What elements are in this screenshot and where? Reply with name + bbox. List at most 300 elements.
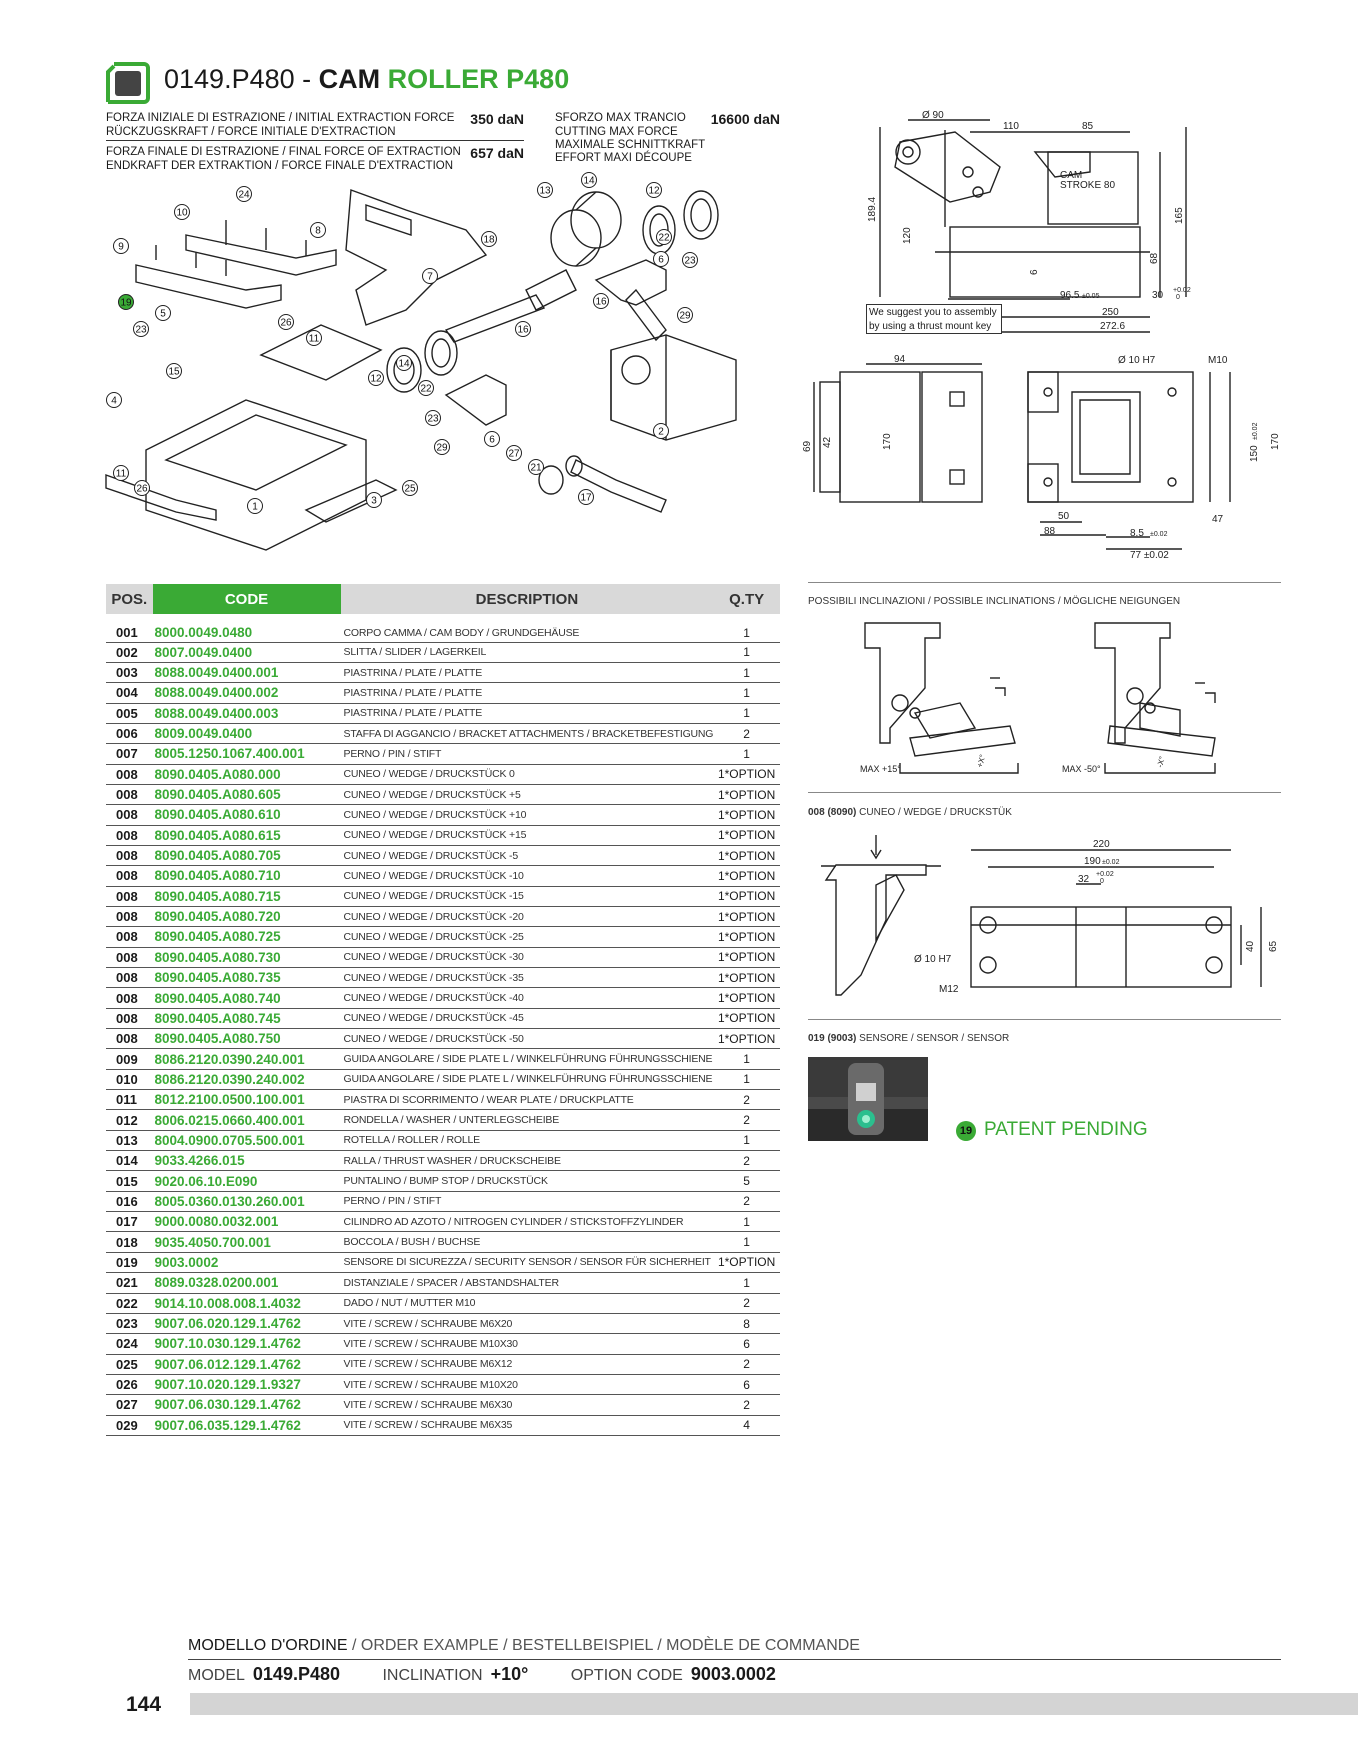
description-cell: CILINDRO AD AZOTO / NITROGEN CYLINDER / STICKSTOFFZYLINDER xyxy=(341,1212,714,1232)
dim-69: 69 xyxy=(802,440,813,452)
callout-label xyxy=(119,295,134,310)
callout-label xyxy=(367,493,382,508)
dim-diameter-10: Ø 10 H7 xyxy=(1118,355,1156,366)
qty-cell: 8 xyxy=(713,1313,780,1333)
code-cell: 8090.0405.A080.000 xyxy=(153,764,341,784)
description-cell: CUNEO / WEDGE / DRUCKSTÜCK -10 xyxy=(341,866,714,886)
pos-cell: 001 xyxy=(106,614,153,642)
table-row xyxy=(106,1232,780,1252)
pos-cell: 019 xyxy=(106,1252,153,1272)
qty-header: Q.TY xyxy=(713,584,780,614)
patent-badge: 19 xyxy=(956,1121,976,1141)
pos-cell: 011 xyxy=(106,1090,153,1110)
description-cell: RALLA / THRUST WASHER / DRUCKSCHEIBE xyxy=(341,1151,714,1171)
callout-label xyxy=(435,440,450,455)
dim-30-tol-low: 0 xyxy=(1176,294,1180,301)
pos-cell: 021 xyxy=(106,1273,153,1293)
description-cell: VITE / SCREW / SCHRAUBE M6X12 xyxy=(341,1354,714,1374)
pos-cell: 023 xyxy=(106,1313,153,1333)
callout-label xyxy=(529,460,544,475)
svg-text:15: 15 xyxy=(168,366,180,378)
callout-label xyxy=(485,432,500,447)
table-row xyxy=(106,805,780,825)
dim-170-right: 170 xyxy=(1270,433,1281,450)
code-cell: 8012.2100.0500.100.001 xyxy=(153,1090,341,1110)
dim-8-5: 8.5 xyxy=(1130,528,1144,539)
cutting-force-de: MAXIMALE SCHNITTKRAFT xyxy=(555,139,706,151)
description-cell: CUNEO / WEDGE / DRUCKSTÜCK +10 xyxy=(341,805,714,825)
callout-label xyxy=(311,223,326,238)
description-cell: PIASTRINA / PLATE / PLATTE xyxy=(341,703,714,723)
svg-text:3: 3 xyxy=(371,495,377,507)
wedge-dim-32-tol-up: +0.02 xyxy=(1096,871,1114,878)
pos-cell: 027 xyxy=(106,1395,153,1415)
pos-cell: 010 xyxy=(106,1069,153,1089)
qty-cell: 1 xyxy=(713,1069,780,1089)
pos-cell: 015 xyxy=(106,1171,153,1191)
qty-cell: 1*OPTION xyxy=(713,825,780,845)
brand-logo-icon xyxy=(104,62,150,104)
qty-cell: 1*OPTION xyxy=(713,1252,780,1272)
callout-label xyxy=(683,253,698,268)
sensor-title xyxy=(808,1033,1009,1044)
table-row xyxy=(106,1273,780,1293)
code-cell: 8088.0049.0400.003 xyxy=(153,703,341,723)
table-row xyxy=(106,968,780,988)
code-cell: 8090.0405.A080.745 xyxy=(153,1008,341,1028)
dim-42: 42 xyxy=(822,436,833,448)
qty-cell: 1*OPTION xyxy=(713,968,780,988)
order-example-title xyxy=(188,1637,860,1655)
code-cell: 9007.06.035.129.1.4762 xyxy=(153,1415,341,1435)
force-divider xyxy=(106,140,524,141)
parts-table-body xyxy=(106,614,780,1435)
description-cell: CUNEO / WEDGE / DRUCKSTÜCK 0 xyxy=(341,764,714,784)
parts-table xyxy=(106,584,780,1436)
description-cell: VITE / SCREW / SCHRAUBE M6X20 xyxy=(341,1313,714,1333)
code-cell: 8090.0405.A080.615 xyxy=(153,825,341,845)
qty-cell: 1 xyxy=(713,614,780,642)
svg-text:8: 8 xyxy=(315,225,321,237)
svg-text:4: 4 xyxy=(111,395,117,407)
svg-text:22: 22 xyxy=(658,232,670,244)
svg-text:21: 21 xyxy=(530,462,542,474)
patent-pending-label: PATENT PENDING xyxy=(984,1119,1148,1140)
wedge-dim-40: 40 xyxy=(1245,940,1256,952)
svg-text:6: 6 xyxy=(658,254,664,266)
callout-label xyxy=(114,466,129,481)
qty-cell: 1*OPTION xyxy=(713,764,780,784)
initial-force-value: 350 daN xyxy=(470,111,524,127)
description-cell: GUIDA ANGOLARE / SIDE PLATE L / WINKELFÜHRUNG FÜHRUNGSSCHIENE xyxy=(341,1049,714,1069)
qty-cell: 1 xyxy=(713,1130,780,1150)
callout-label xyxy=(426,411,441,426)
description-cell: GUIDA ANGOLARE / SIDE PLATE L / WINKELFÜHRUNG FÜHRUNGSSCHIENE xyxy=(341,1069,714,1089)
pos-cell: 016 xyxy=(106,1191,153,1211)
qty-cell: 2 xyxy=(713,723,780,743)
table-row xyxy=(106,1334,780,1354)
description-cell: STAFFA DI AGGANCIO / BRACKET ATTACHMENTS / BRACKETBEFESTIGUNG xyxy=(341,723,714,743)
svg-text:19: 19 xyxy=(120,297,132,309)
code-cell: 9007.06.012.129.1.4762 xyxy=(153,1354,341,1374)
svg-text:18: 18 xyxy=(483,234,495,246)
callout-label xyxy=(248,499,263,514)
pos-cell: 006 xyxy=(106,723,153,743)
pos-cell: 005 xyxy=(106,703,153,723)
product-code: 0149.P480 - xyxy=(164,64,312,94)
pos-cell: 017 xyxy=(106,1212,153,1232)
table-row xyxy=(106,703,780,723)
order-inclination-label: INCLINATION xyxy=(382,1667,483,1684)
svg-text:12: 12 xyxy=(370,373,382,385)
pos-cell: 002 xyxy=(106,642,153,662)
description-cell: VITE / SCREW / SCHRAUBE M6X30 xyxy=(341,1395,714,1415)
qty-cell: 1 xyxy=(713,1232,780,1252)
callout-label xyxy=(579,490,594,505)
pos-cell: 013 xyxy=(106,1130,153,1150)
table-row xyxy=(106,947,780,967)
pos-cell: 029 xyxy=(106,1415,153,1435)
svg-text:7: 7 xyxy=(427,271,433,283)
svg-text:16: 16 xyxy=(595,296,607,308)
svg-text:22: 22 xyxy=(420,383,432,395)
svg-text:23: 23 xyxy=(684,255,696,267)
sensor-title-text: SENSORE / SENSOR / SENSOR xyxy=(859,1033,1010,1044)
callout-label xyxy=(237,187,252,202)
qty-cell: 1 xyxy=(713,642,780,662)
wedge-dim-32-tol-low: 0 xyxy=(1100,878,1104,885)
sensor-photo xyxy=(808,1057,928,1141)
description-header: DESCRIPTION xyxy=(341,584,714,614)
dim-94: 94 xyxy=(894,354,906,365)
code-cell: 9007.10.020.129.1.9327 xyxy=(153,1374,341,1394)
svg-text:17: 17 xyxy=(580,492,592,504)
qty-cell: 1 xyxy=(713,1212,780,1232)
pos-cell: 008 xyxy=(106,845,153,865)
final-force-value: 657 daN xyxy=(470,145,524,161)
table-row xyxy=(106,1395,780,1415)
dim-250: 250 xyxy=(1102,307,1119,318)
wedge-dim-32: 32 xyxy=(1078,874,1090,885)
qty-cell: 6 xyxy=(713,1334,780,1354)
description-cell: DISTANZIALE / SPACER / ABSTANDSHALTER xyxy=(341,1273,714,1293)
pos-cell: 008 xyxy=(106,968,153,988)
code-cell: 9035.4050.700.001 xyxy=(153,1232,341,1252)
dim-77: 77 ±0.02 xyxy=(1130,550,1169,561)
dim-150: 150 xyxy=(1249,445,1260,462)
inclinations-drawing xyxy=(840,618,1220,780)
table-row xyxy=(106,845,780,865)
order-divider xyxy=(188,1659,1281,1660)
svg-text:26: 26 xyxy=(280,317,292,329)
code-cell: 9007.06.030.129.1.4762 xyxy=(153,1395,341,1415)
wedge-dim-190: 190 xyxy=(1084,856,1101,867)
callout-label xyxy=(134,322,149,337)
svg-text:29: 29 xyxy=(436,442,448,454)
pos-cell: 008 xyxy=(106,764,153,784)
dimension-drawing-front xyxy=(800,352,1290,562)
qty-cell: 1 xyxy=(713,744,780,764)
description-cell: SENSORE DI SICUREZZA / SECURITY SENSOR / SENSOR FÜR SICHERHEIT xyxy=(341,1252,714,1272)
description-cell: PERNO / PIN / STIFT xyxy=(341,744,714,764)
callout-label xyxy=(657,230,672,245)
code-cell: 8090.0405.A080.750 xyxy=(153,1029,341,1049)
table-row xyxy=(106,1171,780,1191)
table-row xyxy=(106,886,780,906)
dim-120: 120 xyxy=(902,227,913,244)
code-cell: 8007.0049.0400 xyxy=(153,642,341,662)
pos-cell: 007 xyxy=(106,744,153,764)
code-cell: 8090.0405.A080.715 xyxy=(153,886,341,906)
callout-label xyxy=(403,481,418,496)
qty-cell: 1*OPTION xyxy=(713,906,780,926)
section-divider xyxy=(808,1019,1281,1020)
pos-cell: 008 xyxy=(106,1029,153,1049)
final-force-label xyxy=(106,145,461,173)
dim-6: 6 xyxy=(1029,269,1040,275)
cutting-force-fr: EFFORT MAXI DÉCOUPE xyxy=(555,152,692,164)
qty-cell: 1 xyxy=(713,1049,780,1069)
dim-50: 50 xyxy=(1058,511,1070,522)
qty-cell: 1*OPTION xyxy=(713,927,780,947)
description-cell: VITE / SCREW / SCHRAUBE M10X20 xyxy=(341,1374,714,1394)
wedge-dim-diameter-10: Ø 10 H7 xyxy=(914,954,952,965)
callout-label xyxy=(582,173,597,188)
final-force-it: FORZA FINALE DI ESTRAZIONE xyxy=(106,146,280,158)
pos-cell: 012 xyxy=(106,1110,153,1130)
description-cell: CUNEO / WEDGE / DRUCKSTÜCK -45 xyxy=(341,1008,714,1028)
pos-cell: 008 xyxy=(106,825,153,845)
code-cell: 8088.0049.0400.001 xyxy=(153,662,341,682)
callout-label xyxy=(594,294,609,309)
pos-cell: 008 xyxy=(106,906,153,926)
table-row xyxy=(106,764,780,784)
svg-text:23: 23 xyxy=(427,413,439,425)
pos-header: POS. xyxy=(106,584,153,614)
table-row xyxy=(106,906,780,926)
table-row xyxy=(106,1069,780,1089)
qty-cell: 2 xyxy=(713,1110,780,1130)
wedge-drawing xyxy=(816,830,1286,1006)
svg-text:24: 24 xyxy=(238,189,250,201)
max-minus-50: MAX -50° xyxy=(1062,764,1101,774)
table-row xyxy=(106,614,780,642)
table-row xyxy=(106,1415,780,1435)
table-row xyxy=(106,988,780,1008)
svg-text:27: 27 xyxy=(508,448,520,460)
code-header: CODE xyxy=(153,584,341,614)
description-cell: RONDELLA / WASHER / UNTERLEGSCHEIBE xyxy=(341,1110,714,1130)
svg-text:11: 11 xyxy=(308,333,320,345)
code-cell: 8090.0405.A080.705 xyxy=(153,845,341,865)
qty-cell: 1 xyxy=(713,662,780,682)
svg-text:10: 10 xyxy=(176,207,188,219)
description-cell: CUNEO / WEDGE / DRUCKSTÜCK -20 xyxy=(341,906,714,926)
code-cell: 8004.0900.0705.500.001 xyxy=(153,1130,341,1150)
code-cell: 8090.0405.A080.720 xyxy=(153,906,341,926)
svg-text:14: 14 xyxy=(583,175,595,187)
description-cell: VITE / SCREW / SCHRAUBE M6X35 xyxy=(341,1415,714,1435)
qty-cell: 5 xyxy=(713,1171,780,1191)
callout-label xyxy=(369,371,384,386)
svg-text:16: 16 xyxy=(517,324,529,336)
exploded-view-drawing xyxy=(106,175,786,575)
svg-text:11: 11 xyxy=(115,468,127,480)
svg-text:13: 13 xyxy=(539,185,551,197)
table-row xyxy=(106,1293,780,1313)
assembly-note: We suggest you to assembly by using a thrust mount key xyxy=(866,304,1002,334)
description-cell: CUNEO / WEDGE / DRUCKSTÜCK +15 xyxy=(341,825,714,845)
initial-force-en: / INITIAL EXTRACTION FORCE xyxy=(288,112,455,124)
callout-label xyxy=(156,306,171,321)
dim-272: 272.6 xyxy=(1100,321,1126,332)
description-cell: CUNEO / WEDGE / DRUCKSTÜCK -15 xyxy=(341,886,714,906)
qty-cell: 2 xyxy=(713,1395,780,1415)
pos-cell: 024 xyxy=(106,1334,153,1354)
code-cell: 8086.2120.0390.240.002 xyxy=(153,1069,341,1089)
dim-165: 165 xyxy=(1174,207,1185,224)
description-cell: PERNO / PIN / STIFT xyxy=(341,1191,714,1211)
initial-force-it: FORZA INIZIALE DI ESTRAZIONE xyxy=(106,112,286,124)
dim-189: 189.4 xyxy=(867,196,878,222)
table-row xyxy=(106,1374,780,1394)
description-cell: CUNEO / WEDGE / DRUCKSTÜCK -30 xyxy=(341,947,714,967)
description-cell: CORPO CAMMA / CAM BODY / GRUNDGEHÄUSE xyxy=(341,614,714,642)
pos-cell: 008 xyxy=(106,927,153,947)
callout-label xyxy=(647,183,662,198)
code-cell: 8090.0405.A080.725 xyxy=(153,927,341,947)
table-header-row xyxy=(106,584,780,614)
callout-label xyxy=(423,269,438,284)
qty-cell: 2 xyxy=(713,1293,780,1313)
qty-cell: 1*OPTION xyxy=(713,805,780,825)
table-row xyxy=(106,744,780,764)
table-row xyxy=(106,927,780,947)
pos-cell: 008 xyxy=(106,1008,153,1028)
page-title xyxy=(164,64,569,95)
dim-85: 85 xyxy=(1082,121,1094,132)
pos-cell: 008 xyxy=(106,988,153,1008)
description-cell: DADO / NUT / MUTTER M10 xyxy=(341,1293,714,1313)
code-cell: 9007.10.030.129.1.4762 xyxy=(153,1334,341,1354)
code-cell: 8000.0049.0480 xyxy=(153,614,341,642)
callout-label xyxy=(307,331,322,346)
final-force-en: / FINAL FORCE OF EXTRACTION xyxy=(282,146,461,158)
qty-cell: 6 xyxy=(713,1374,780,1394)
callout-label xyxy=(279,315,294,330)
table-row xyxy=(106,683,780,703)
qty-cell: 2 xyxy=(713,1354,780,1374)
wedge-title-text: CUNEO / WEDGE / DRUCKSTÜK xyxy=(859,807,1012,818)
initial-force-de-fr: RÜCKZUGSKRAFT / FORCE INITIALE D'EXTRACTION xyxy=(106,126,396,138)
description-cell: SLITTA / SLIDER / LAGERKEIL xyxy=(341,642,714,662)
qty-cell: 1*OPTION xyxy=(713,866,780,886)
callout-label xyxy=(135,481,150,496)
table-row xyxy=(106,642,780,662)
table-row xyxy=(106,825,780,845)
dim-cam: CAM xyxy=(1060,170,1083,181)
code-cell: 8090.0405.A080.605 xyxy=(153,784,341,804)
code-cell: 8090.0405.A080.730 xyxy=(153,947,341,967)
callout-label xyxy=(507,446,522,461)
qty-cell: 1*OPTION xyxy=(713,886,780,906)
order-option-label: OPTION CODE xyxy=(570,1667,683,1684)
product-name-green: ROLLER P480 xyxy=(387,64,570,94)
wedge-dim-220: 220 xyxy=(1093,839,1110,850)
dim-m10: M10 xyxy=(1208,355,1228,366)
code-cell: 8005.0360.0130.260.001 xyxy=(153,1191,341,1211)
max-plus-15: MAX +15° xyxy=(860,764,901,774)
dim-110: 110 xyxy=(1003,121,1019,132)
pos-cell: 009 xyxy=(106,1049,153,1069)
description-cell: CUNEO / WEDGE / DRUCKSTÜCK -5 xyxy=(341,845,714,865)
description-cell: VITE / SCREW / SCHRAUBE M10X30 xyxy=(341,1334,714,1354)
callout-label xyxy=(114,239,129,254)
callout-label xyxy=(678,308,693,323)
table-row xyxy=(106,1049,780,1069)
description-cell: PIASTRA DI SCORRIMENTO / WEAR PLATE / DRUCKPLATTE xyxy=(341,1090,714,1110)
code-cell: 9000.0080.0032.001 xyxy=(153,1212,341,1232)
cutting-force-label xyxy=(555,111,705,165)
dim-96: 96.5 xyxy=(1060,290,1080,301)
description-cell: ROTELLA / ROLLER / ROLLE xyxy=(341,1130,714,1150)
callout-label xyxy=(107,393,122,408)
cutting-force-it: SFORZO MAX TRANCIO xyxy=(555,112,686,124)
svg-text:14: 14 xyxy=(398,358,410,370)
wedge-dim-65: 65 xyxy=(1268,940,1279,952)
order-model-label: MODEL xyxy=(188,1667,245,1684)
dim-68: 68 xyxy=(1149,252,1160,264)
code-cell: 8006.0215.0660.400.001 xyxy=(153,1110,341,1130)
initial-force-label xyxy=(106,111,454,139)
dim-30: 30 xyxy=(1152,290,1164,301)
dim-stroke: STROKE 80 xyxy=(1060,180,1116,191)
code-cell: 9020.06.10.E090 xyxy=(153,1171,341,1191)
dim-47: 47 xyxy=(1212,514,1224,525)
svg-text:1: 1 xyxy=(252,501,258,513)
cutting-force-value: 16600 daN xyxy=(710,111,780,127)
qty-cell: 1 xyxy=(713,683,780,703)
code-cell: 8009.0049.0400 xyxy=(153,723,341,743)
table-row xyxy=(106,1354,780,1374)
callout-label xyxy=(654,252,669,267)
description-cell: PIASTRINA / PLATE / PLATTE xyxy=(341,662,714,682)
pos-cell: 003 xyxy=(106,662,153,682)
cutting-force-en: CUTTING MAX FORCE xyxy=(555,126,678,138)
pos-cell: 025 xyxy=(106,1354,153,1374)
table-row xyxy=(106,662,780,682)
qty-cell: 1*OPTION xyxy=(713,845,780,865)
qty-cell: 4 xyxy=(713,1415,780,1435)
order-model-value: 0149.P480 xyxy=(252,1664,340,1684)
description-cell: BOCCOLA / BUSH / BUCHSE xyxy=(341,1232,714,1252)
dim-170-left: 170 xyxy=(882,433,893,450)
order-title-rest: / ORDER EXAMPLE / BESTELLBEISPIEL / MODÈLE DE COMMANDE xyxy=(351,1637,860,1654)
code-cell: 9007.06.020.129.1.4762 xyxy=(153,1313,341,1333)
callout-label xyxy=(167,364,182,379)
callout-label xyxy=(538,183,553,198)
code-cell: 8090.0405.A080.610 xyxy=(153,805,341,825)
svg-text:9: 9 xyxy=(118,241,124,253)
description-cell: PIASTRINA / PLATE / PLATTE xyxy=(341,683,714,703)
pos-cell: 008 xyxy=(106,886,153,906)
qty-cell: 2 xyxy=(713,1090,780,1110)
pos-cell: 008 xyxy=(106,866,153,886)
code-cell: 9014.10.008.008.1.4032 xyxy=(153,1293,341,1313)
qty-cell: 2 xyxy=(713,1151,780,1171)
description-cell: CUNEO / WEDGE / DRUCKSTÜCK -40 xyxy=(341,988,714,1008)
dim-150-tol: ±0.02 xyxy=(1252,422,1259,440)
